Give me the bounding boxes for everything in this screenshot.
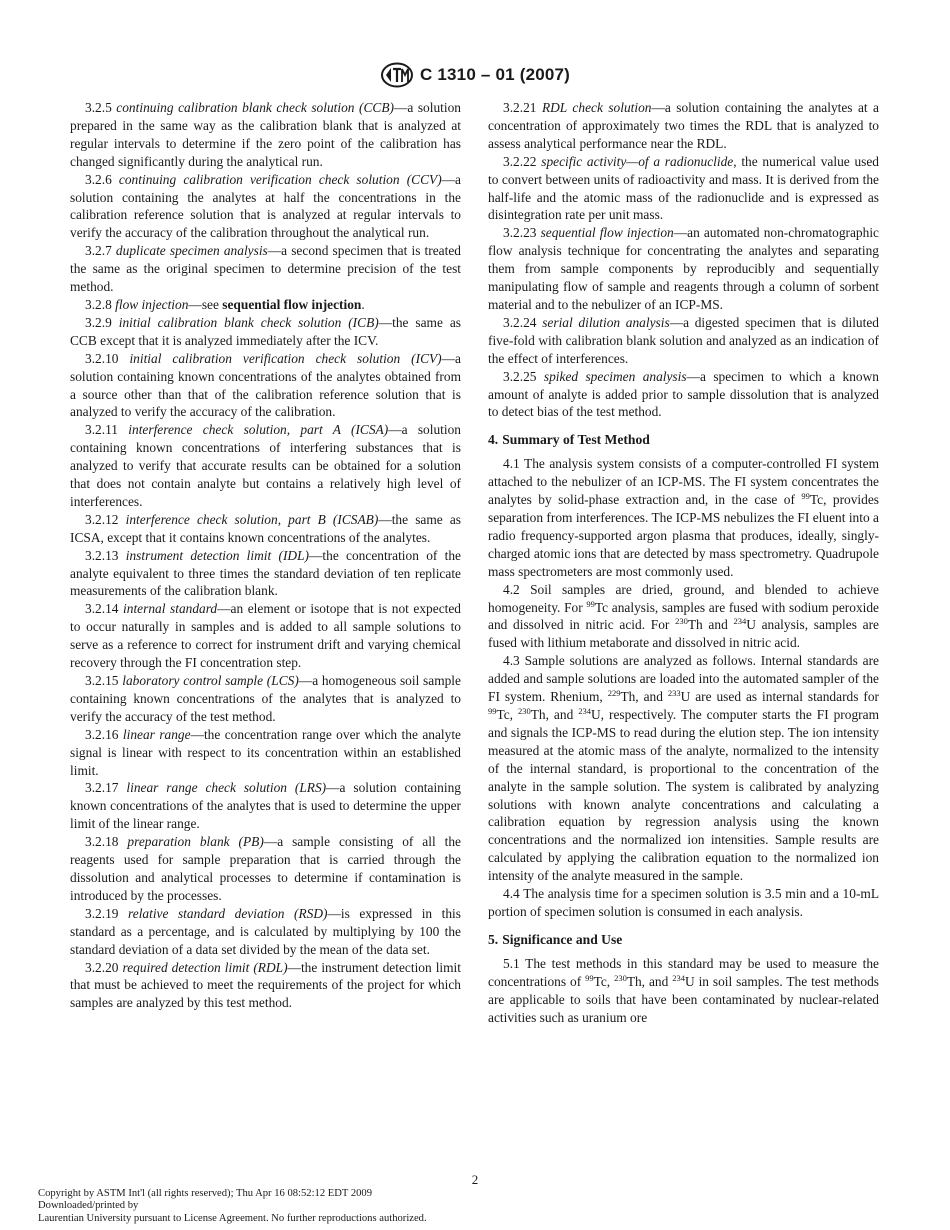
left-column [70,99,461,1012]
paragraph-4-4: 4.4 The analysis time for a specimen solution is 3.5 min and a 10-mL portion of specimen solution is consumed in each analysis. [488,886,879,919]
footer-line-license: Laurentian University pursuant to License Agreement. No further reproductions authorized. [38,1212,427,1224]
definition-3-2-16: 3.2.16 linear range—the concentration range over which the analyte signal is linear with respect to its concentration within an established limit. [70,726,461,778]
definition-3-2-20: 3.2.20 required detection limit (RDL)—the instrument detection limit that must be achieved to meet the requirements of the project for which samples are analyzed by this test method. [70,959,461,1011]
definition-3-2-9: 3.2.9 initial calibration blank check solution (ICB)—the same as CCB except that it is analyzed immediately after the ICV. [70,314,461,348]
page-number: 2 [471,1172,479,1187]
definition-3-2-5: 3.2.5 continuing calibration blank check solution (CCB)—a solution prepared in the same way as the calibration blank that is analyzed at regular intervals to determine if the zero point of the calibration has changed significantly during the analytical run. [70,100,461,169]
paragraph-5-1: 5.1 The test methods in this standard may be used to measure the concentrations of $^{99}$Tc, $^{230}$Th, and $^{234}$U in soil samples. The test methods are applicable to soils that have been contaminated by nuclear-related activities such as uranium ore [488,955,879,1025]
definition-3-2-25: 3.2.25 spiked specimen analysis—a specimen to which a known amount of analyte is added prior to sample dissolution that is analyzed to detect bias of the test method. [488,368,879,420]
document-designation: C 1310 – 01 (2007) [419,65,571,84]
paragraph-4-2: 4.2 Soil samples are dried, ground, and blended to achieve homogeneity. For $^{99}$Tc analysis, samples are fused with sodium peroxide and dissolved in nitric acid. For $^{230}$Th and $^{234}$U analysis, samples are fused with lithium metaborate and dissolved in nitric acid. [488,581,879,651]
definition-3-2-22: 3.2.22 specific activity—of a radionuclide, the numerical value used to convert between units of radioactivity and mass. It is derived from the half-life and the atomic mass of the radionuclide and is expressed as disintegration rate per unit mass. [488,153,879,223]
section-heading-significance: 5. Significance and Use [488,931,623,947]
footer-line-copyright: Copyright by ASTM Int'l (all rights reserved); Thu Apr 16 08:52:12 EDT 2009 [38,1188,373,1199]
definition-3-2-12: 3.2.12 interference check solution, part B (ICSAB)—the same as ICSA, except that it contains known concentrations of the analytes. [70,511,461,545]
definition-3-2-14: 3.2.14 internal standard—an element or isotope that is not expected to occur naturally in samples and is added to all sample solutions to serve as a reference to correct for instrument drift and varying chemical recovery through the FI concentration step. [70,601,461,671]
definition-3-2-21: 3.2.21 RDL check solution—a solution containing the analytes at a concentration of approximately two times the RDL that is analyzed to assess analytical performance near the RDL. [488,100,879,151]
definition-3-2-15: 3.2.15 laboratory control sample (LCS)—a homogeneous soil sample containing known concentrations of the analytes that is analyzed to verify the accuracy of the test method. [70,673,461,724]
definition-3-2-10: 3.2.10 initial calibration verification check solution (ICV)—a solution containing known concentrations of the analytes obtained from a source other than that of the calibration reference solution that is analyzed to verify the accuracy of the calibration. [70,350,461,420]
definition-3-2-8: 3.2.8 flow injection—see sequential flow injection. [85,296,365,312]
astm-logo-icon [380,62,414,88]
paragraph-4-3: 4.3 Sample solutions are analyzed as follows. Internal standards are added and sample solutions are loaded into the automated sampler of the FI system. Rhenium, $^{229}$Th, and $^{233}$U are used as internal standards for $^{99}$Tc, $^{230}$Th, and $^{234}$U, respectively. The computer starts the FI program and signals the ICP-MS to read during the elution step. The ion intensity measured at the atomic mass of the analyte, normalized to the intensity of the internal standard, is proportional to the concentration of the analyte in the sample solution. The system is calibrated by analyzing solutions with known analyte concentrations and calculating a calibration equation by regression analysis using the known concentrations and the normalized ion intensities. Sample results are calculated by applying the calibration equation to the normalized ion intensity of the analyte measured in the sample. [488,653,879,884]
definition-3-2-13: 3.2.13 instrument detection limit (IDL)—the concentration of the analyte equivalent to three times the standard deviation of ten replicate measurements of the calibration blank. [70,547,461,599]
definition-3-2-7: 3.2.7 duplicate specimen analysis—a second specimen that is treated the same as the original specimen to determine precision of the test method. [70,243,461,295]
definition-3-2-23: 3.2.23 sequential flow injection—an automated non-chromatographic flow analysis technique for concentrating the analytes and separating them from sample components by reproducibly and sequentially manipulating flow of sample and reagents through a column of sorbent material and to the nebulizer of an ICP-MS. [488,225,879,312]
definition-3-2-19: 3.2.19 relative standard deviation (RSD)—is expressed in this standard as a percentage, and is calculated by multiplying by 100 the standard deviation of a data set divided by the mean of the data set. [70,905,461,957]
copyright-footer [38,1188,427,1225]
paragraph-4-1: 4.1 The analysis system consists of a computer-controlled FI system attached to the nebulizer of an ICP-MS. The FI system concentrates the analytes by solid-phase extraction and, in the case of $^{99}$Tc, provides separation from interferences. The ICP-MS nebulizes the FI eluent into a radio frequency-supported argon plasma that produces, ideally, singly-charged atomic ions that are detected by mass spectrometry. Quadrupole mass spectrometers are most commonly used. [488,456,879,579]
section-heading-summary: 4. Summary of Test Method [488,432,650,448]
right-column [488,99,879,1027]
definition-3-2-18: 3.2.18 preparation blank (PB)—a sample consisting of all the reagents used for sample preparation that is carried through the dissolution and analytical processes to determine if contamination is introduced by the processes. [70,834,461,903]
footer-line-downloaded: Downloaded/printed by [38,1200,139,1212]
definition-3-2-11: 3.2.11 interference check solution, part A (ICSA)—a solution containing known concentrations of interfering substances that is analyzed to verify that accurate results can be obtained for a solution that does not contain analyte but contains a relatively high level of interferences. [70,422,461,509]
definition-3-2-6: 3.2.6 continuing calibration verification check solution (CCV)—a solution containing the analytes at half the concentrations in the calibration reference solution that is analyzed at regular intervals to verify the accuracy of the calibration throughout the analytical run. [70,171,461,241]
definition-3-2-24: 3.2.24 serial dilution analysis—a digested specimen that is diluted five-fold with calibration blank solution and analyzed as an indication of the effect of interferences. [488,314,879,366]
definition-3-2-17: 3.2.17 linear range check solution (LRS)—a solution containing known concentrations of the analytes that is used to determine the upper limit of the linear range. [70,780,461,832]
page-header [0,62,950,88]
